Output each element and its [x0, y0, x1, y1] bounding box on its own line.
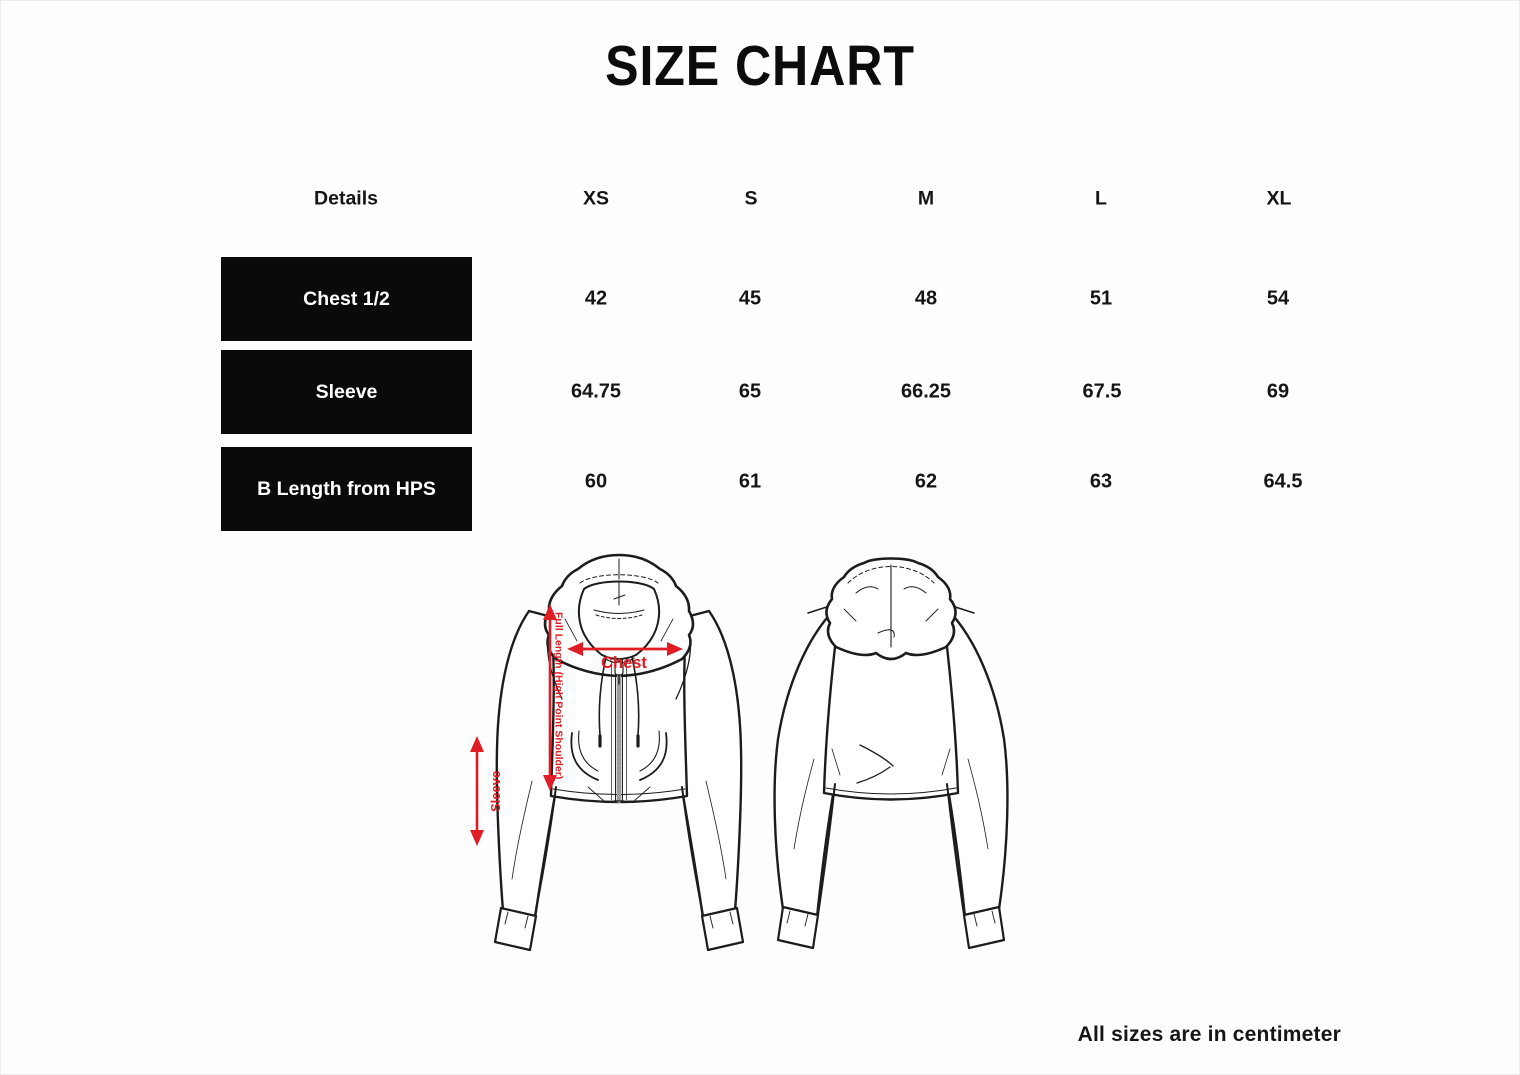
column-header-xs: XS — [582, 187, 610, 210]
cell-blength-xs: 60 — [584, 470, 608, 493]
cell-sleeve-xl: 69 — [1266, 380, 1290, 403]
cell-chest-l: 51 — [1089, 287, 1113, 310]
back-left-cuff — [778, 907, 818, 948]
column-header-l: L — [1095, 187, 1107, 210]
row-label-blength: B Length from HPS — [221, 447, 472, 531]
cell-blength-m: 62 — [914, 470, 938, 493]
column-header-s: S — [744, 187, 758, 210]
back-right-cuff — [964, 907, 1004, 948]
cell-chest-m: 48 — [914, 287, 938, 310]
row-label-sleeve: Sleeve — [221, 350, 472, 434]
hoodie-front-view-drawing — [456, 549, 766, 959]
full-length-annotation-label: Full Length (High Point Shoulder) — [552, 612, 565, 780]
row-label-chest: Chest 1/2 — [221, 257, 472, 341]
chest-annotation-label: Chest — [601, 654, 647, 672]
sleeve-measure-arrow — [470, 736, 484, 846]
cell-sleeve-m: 66.25 — [900, 380, 952, 403]
cell-blength-xl: 64.5 — [1263, 470, 1303, 493]
cell-chest-s: 45 — [738, 287, 762, 310]
column-header-xl: XL — [1266, 187, 1292, 210]
cell-sleeve-s: 65 — [738, 380, 762, 403]
column-header-m: M — [917, 187, 935, 210]
cell-blength-s: 61 — [738, 470, 762, 493]
cell-chest-xl: 54 — [1266, 287, 1290, 310]
front-left-cuff — [495, 908, 536, 950]
hoodie-back-view-drawing — [751, 549, 1031, 959]
cell-blength-l: 63 — [1089, 470, 1113, 493]
units-note: All sizes are in centimeter — [1077, 1023, 1341, 1046]
cell-sleeve-l: 67.5 — [1082, 380, 1122, 403]
cell-chest-xs: 42 — [584, 287, 608, 310]
column-header-details: Details — [314, 187, 378, 210]
page-title: SIZE CHART — [605, 34, 915, 98]
front-right-cuff — [702, 908, 743, 950]
sleeve-annotation-label: Sleeve — [488, 770, 503, 812]
cell-sleeve-xs: 64.75 — [570, 380, 622, 403]
